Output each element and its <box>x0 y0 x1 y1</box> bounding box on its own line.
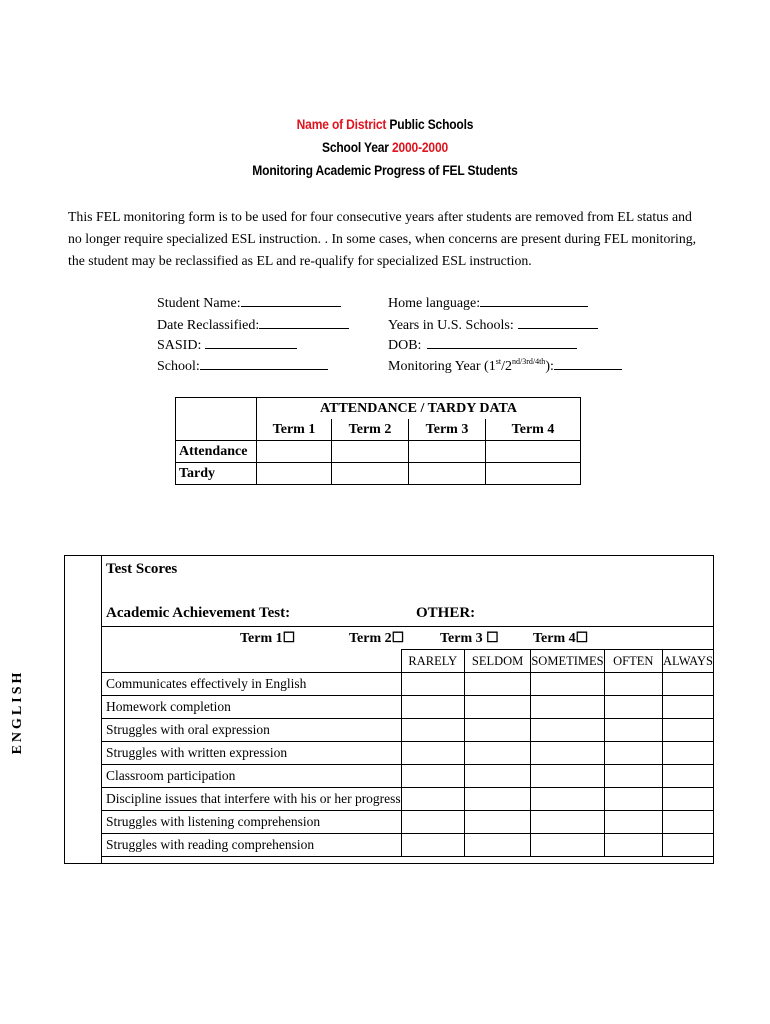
rating-cell[interactable] <box>531 788 604 811</box>
scale-always: ALWAYS <box>662 650 713 673</box>
sasid-label: SASID: <box>157 338 202 353</box>
monitoring-year-sup1: st <box>495 357 502 366</box>
rating-row <box>102 811 714 834</box>
rating-cell[interactable] <box>604 765 662 788</box>
rating-cell[interactable] <box>662 834 713 857</box>
rating-cell[interactable] <box>662 765 713 788</box>
rating-row <box>102 742 714 765</box>
rating-cell[interactable] <box>662 673 713 696</box>
years-in-us-field[interactable] <box>388 315 598 334</box>
student-name-label: Student Name: <box>157 296 241 311</box>
monitoring-year-field[interactable] <box>388 356 622 375</box>
att-term-3: Term 3 <box>409 419 486 441</box>
school-line[interactable] <box>200 356 328 370</box>
attendance-table <box>175 397 581 485</box>
rating-row <box>102 765 714 788</box>
school-year-label: School Year <box>321 139 392 155</box>
rating-cell[interactable] <box>464 811 531 834</box>
school-year-value: 2000-2000 <box>391 139 449 155</box>
rating-cell[interactable] <box>604 673 662 696</box>
rating-cell[interactable] <box>464 719 531 742</box>
tardy-term1-cell[interactable] <box>257 463 332 485</box>
attendance-term4-cell[interactable] <box>486 441 581 463</box>
english-side-label: ENGLISH <box>10 669 25 755</box>
english-term-4[interactable]: Term 4☐ <box>533 631 589 646</box>
rating-item-label: Classroom participation <box>102 765 402 788</box>
dob-label: DOB: <box>388 338 422 353</box>
school-year-heading <box>54 139 716 155</box>
years-in-us-label: Years in U.S. Schools: <box>388 318 514 333</box>
rating-cell[interactable] <box>531 673 604 696</box>
rating-cell[interactable] <box>464 673 531 696</box>
rating-cell[interactable] <box>662 719 713 742</box>
scale-often: OFTEN <box>604 650 662 673</box>
form-title: Monitoring Academic Progress of FEL Students <box>252 162 518 178</box>
date-reclassified-line[interactable] <box>259 315 349 329</box>
home-language-line[interactable] <box>480 293 588 307</box>
tardy-term4-cell[interactable] <box>486 463 581 485</box>
school-field[interactable] <box>157 356 328 375</box>
student-name-line[interactable] <box>241 293 341 307</box>
rating-item-label: Struggles with reading comprehension <box>102 834 402 857</box>
monitoring-year-sup2: nd/3rd/4th <box>511 357 546 366</box>
english-term-3[interactable]: Term 3 ☐ <box>440 631 499 646</box>
student-name-field[interactable] <box>157 293 341 312</box>
rating-cell[interactable] <box>464 696 531 719</box>
rating-cell[interactable] <box>531 719 604 742</box>
test-scores-heading: Test Scores <box>106 561 178 577</box>
scale-sometimes: SOMETIMES <box>531 650 604 673</box>
rating-cell[interactable] <box>662 811 713 834</box>
district-heading <box>54 116 716 132</box>
rating-corner <box>102 650 402 673</box>
attendance-term3-cell[interactable] <box>409 441 486 463</box>
rating-row <box>102 719 714 742</box>
att-term-4: Term 4 <box>486 419 581 441</box>
rating-item-label: Struggles with listening comprehension <box>102 811 402 834</box>
school-label: School: <box>157 359 200 374</box>
english-side-column <box>65 556 102 863</box>
att-corner-lower <box>176 419 257 441</box>
rating-row <box>102 696 714 719</box>
rating-item-label: Communicates effectively in English <box>102 673 402 696</box>
dob-field[interactable] <box>388 335 577 354</box>
rating-cell[interactable] <box>401 719 464 742</box>
monitoring-year-suffix: ): <box>545 359 554 374</box>
english-term-1[interactable]: Term 1☐ <box>240 631 296 646</box>
attendance-title: ATTENDANCE / TARDY DATA <box>257 398 581 420</box>
rating-item-label: Homework completion <box>102 696 402 719</box>
scale-rarely: RARELY <box>401 650 464 673</box>
rating-item-label: Discipline issues that interfere with his or her progress <box>102 788 402 811</box>
att-corner <box>176 398 257 420</box>
tardy-term2-cell[interactable] <box>332 463 409 485</box>
rating-cell[interactable] <box>604 788 662 811</box>
att-term-1: Term 1 <box>257 419 332 441</box>
rating-row <box>102 673 714 696</box>
scale-seldom: SELDOM <box>464 650 531 673</box>
rating-cell[interactable] <box>604 719 662 742</box>
rating-cell[interactable] <box>604 742 662 765</box>
rating-cell[interactable] <box>531 834 604 857</box>
attendance-term1-cell[interactable] <box>257 441 332 463</box>
home-language-field[interactable] <box>388 293 588 312</box>
rating-cell[interactable] <box>662 788 713 811</box>
rating-cell[interactable] <box>604 811 662 834</box>
intro-paragraph: This FEL monitoring form is to be used for four consecutive years after students are removed from EL status and no longer require specialized ESL instruction. . In some cases, when concerns are present during FEL monitoring, the student may be reclassified as EL and re-qualify for specialized ESL instruction. <box>68 209 697 268</box>
monitoring-year-label: Monitoring Year (1 <box>388 359 496 374</box>
rating-row <box>102 834 714 857</box>
rating-cell[interactable] <box>464 742 531 765</box>
rating-cell[interactable] <box>401 673 464 696</box>
tardy-term3-cell[interactable] <box>409 463 486 485</box>
years-in-us-line[interactable] <box>518 315 598 329</box>
attendance-row-label: Attendance <box>176 441 257 463</box>
rating-cell[interactable] <box>401 788 464 811</box>
rating-cell[interactable] <box>464 834 531 857</box>
rating-cell[interactable] <box>401 834 464 857</box>
achievement-divider <box>101 626 714 627</box>
monitoring-year-line[interactable] <box>554 356 622 370</box>
home-language-label: Home language: <box>388 296 481 311</box>
att-term-2: Term 2 <box>332 419 409 441</box>
rating-row <box>102 788 714 811</box>
rating-cell[interactable] <box>401 742 464 765</box>
rating-cell[interactable] <box>401 811 464 834</box>
rating-cell[interactable] <box>464 788 531 811</box>
district-suffix: Public Schools <box>386 116 474 132</box>
district-name-placeholder: Name of District <box>296 116 387 132</box>
attendance-term2-cell[interactable] <box>332 441 409 463</box>
tardy-row-label: Tardy <box>176 463 257 485</box>
sasid-field[interactable] <box>157 335 297 354</box>
rating-cell[interactable] <box>401 696 464 719</box>
rating-item-label: Struggles with oral expression <box>102 719 402 742</box>
date-reclassified-label: Date Reclassified: <box>157 318 260 333</box>
achievement-test-label: Academic Achievement Test: <box>106 605 291 621</box>
rating-cell[interactable] <box>531 811 604 834</box>
dob-line[interactable] <box>427 335 577 349</box>
rating-cell[interactable] <box>531 742 604 765</box>
rating-cell[interactable] <box>662 696 713 719</box>
rating-cell[interactable] <box>401 765 464 788</box>
other-label: OTHER: <box>416 605 476 621</box>
sasid-line[interactable] <box>205 335 297 349</box>
english-rating-table <box>101 649 714 857</box>
monitoring-year-mid: /2 <box>501 359 512 374</box>
rating-item-label: Struggles with written expression <box>102 742 402 765</box>
rating-cell[interactable] <box>662 742 713 765</box>
rating-cell[interactable] <box>531 765 604 788</box>
english-term-2[interactable]: Term 2☐ <box>349 631 405 646</box>
rating-cell[interactable] <box>604 834 662 857</box>
rating-cell[interactable] <box>604 696 662 719</box>
date-reclassified-field[interactable] <box>157 315 349 334</box>
rating-cell[interactable] <box>531 696 604 719</box>
rating-cell[interactable] <box>464 765 531 788</box>
